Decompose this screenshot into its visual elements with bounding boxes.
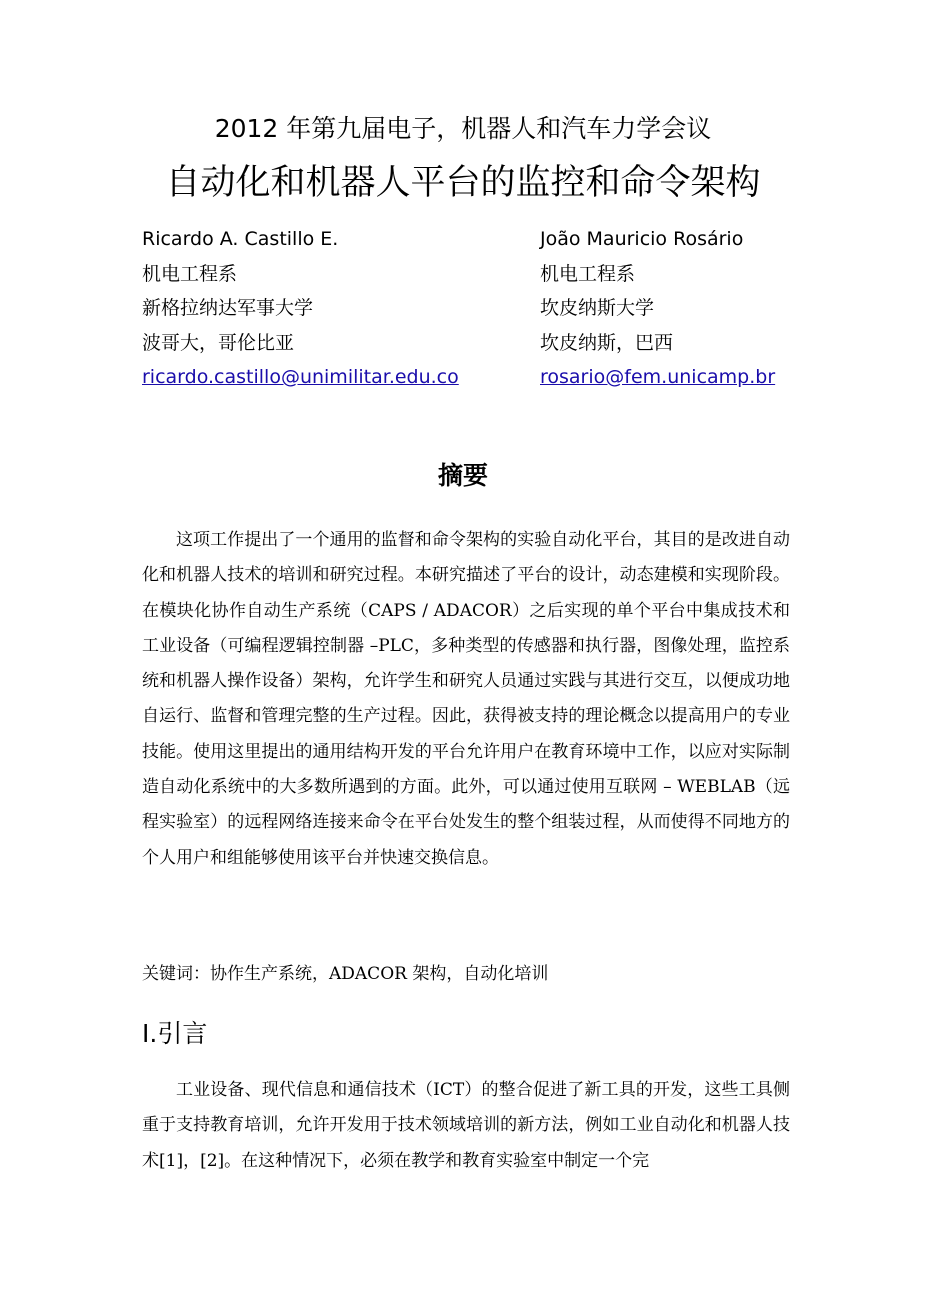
introduction-text: 工业设备、现代信息和通信技术（ICT）的整合促进了新工具的开发，这些工具侧重于支持教育培训，允许开发用于技术领域培训的新方法，例如工业自动化和机器人技术[1]，[2]。在这种情况下，必须在教学和教育实验室中制定一个完 [142, 1080, 790, 1171]
author-department: 机电工程系 [540, 262, 636, 285]
author-block-1 [142, 222, 459, 395]
author-location: 坎皮纳斯，巴西 [540, 331, 674, 354]
author-block-2 [540, 222, 775, 395]
author-name: João Mauricio Rosário [540, 228, 744, 250]
section-heading-introduction: I.引言 [142, 1019, 208, 1048]
author-department: 机电工程系 [142, 262, 238, 285]
author-location: 波哥大，哥伦比亚 [142, 331, 295, 354]
author-university: 新格拉纳达军事大学 [142, 297, 314, 319]
author-email-link[interactable]: ricardo.castillo@unimilitar.edu.co [142, 366, 459, 388]
abstract-heading: 摘要 [437, 461, 488, 490]
conference-name: 2012 年第九届电子，机器人和汽车力学会议 [214, 114, 712, 143]
abstract-text: 这项工作提出了一个通用的监督和命令架构的实验自动化平台，其目的是改进自动化和机器人技术的培训和研究过程。本研究描述了平台的设计，动态建模和实现阶段。在模块化协作自动生产系统（CAPS / ADACOR）之后实现的单个平台中集成技术和工业设备（可编程逻辑控制器 –PLC，多种类型的传感器和执行器，图像处理，监控系统和机器人操作设备）架构，允许学生和研究人员通过实践与其进行交互，以便成功地自运行、监督和管理完整的生产过程。因此，获得被支持的理论概念以提高用户的专业技能。使用这里提出的通用结构开发的平台允许用户在教育环境中工作，以应对实际制造自动化系统中的大多数所遇到的方面。此外，可以通过使用互联网 – WEBLAB（远程实验室）的远程网络连接来命令在平台处发生的整个组装过程，从而使得不同地方的个人用户和组能够使用该平台并快速交换信息。 [142, 530, 790, 868]
author-name: Ricardo A. Castillo E. [142, 228, 339, 250]
author-email-link[interactable]: rosario@fem.unicamp.br [540, 366, 776, 388]
paper-title: 自动化和机器人平台的监控和命令架构 [165, 163, 761, 203]
author-university: 坎皮纳斯大学 [540, 297, 655, 319]
keywords: 关键词：协作生产系统，ADACOR 架构，自动化培训 [142, 964, 549, 984]
